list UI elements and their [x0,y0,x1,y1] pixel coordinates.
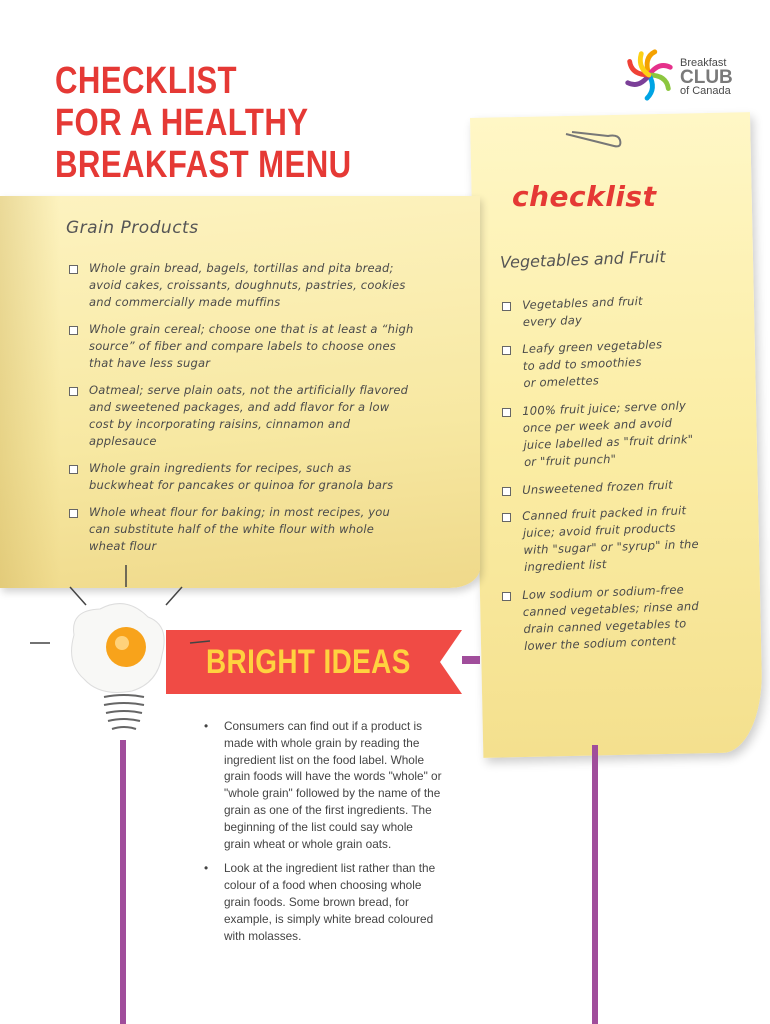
checklist-item-line: cost by incorporating raisins, cinnamon and [89,417,351,431]
checklist-item-line: Vegetables and fruit [522,293,643,312]
checklist-item [522,397,694,471]
checklist-item-line: Canned fruit packed in fruit [522,503,687,523]
logo-text-of-canada: of Canada [680,85,731,97]
checklist-item-line: source” of fiber and compare labels to choose ones [89,339,396,353]
checklist-item-line: avoid cakes, croissants, doughnuts, pastries, cookies [89,278,406,292]
checkbox[interactable] [69,326,78,335]
checkbox[interactable] [502,302,511,311]
checkbox[interactable] [69,509,78,518]
checklist-item-line: juice labelled as "fruit drink" [523,431,694,452]
page-curl [0,196,60,588]
checklist-item [522,293,644,331]
checklist-item-line: drain canned vegetables to [523,616,687,636]
banner-notch [440,630,462,694]
checklist-item-line: canned vegetables; rinse and [522,598,700,619]
checklist-item-line: buckwheat for pancakes or quinoa for granola bars [89,478,394,492]
checklist-item-line: Low sodium or sodium-free [522,582,685,602]
checklist-item-line: and commercially made muffins [89,295,281,309]
bright-ideas-list [202,718,442,952]
checklist-item-line: Whole grain cereal; choose one that is at least a “high [89,322,414,336]
checklist-item [89,382,408,450]
checklist-item-line: with "sugar" or "syrup" in the [523,536,700,557]
checkbox[interactable] [502,408,511,417]
checklist-item-line: to add to smoothies [522,354,642,373]
checklist-item-line: Whole wheat flour for baking; in most recipes, you [89,505,391,519]
checklist-item-line: that have less sugar [89,356,211,370]
checklist-item-line: once per week and avoid [522,415,673,435]
breakfast-club-logo [620,44,733,108]
checklist-item [89,504,390,555]
checklist-item-line: Leafy green vegetables [522,337,663,356]
checkbox[interactable] [502,592,511,601]
checklist-item-line: and sweetened packages, and add flavor for a low [89,400,390,414]
checklist-item [522,581,700,655]
idea-item [202,718,442,852]
idea-item [202,860,442,944]
checklist-item-line: Unsweetened frozen fruit [522,477,674,497]
checklist-item-line: juice; avoid fruit products [522,520,676,540]
page-title [55,60,352,186]
checklist-item-line: or "fruit punch" [523,451,617,469]
title-line-3: BREAKFAST MENU [55,144,352,186]
checklist-item-line: ingredient list [523,557,607,574]
checklist-item-line: or omelettes [523,373,600,390]
checklist-item-line: Whole grain bread, bagels, tortillas and pita bread; [89,261,394,275]
checklist-item [89,260,406,311]
checkbox[interactable] [69,465,78,474]
logo-text-breakfast: Breakfast [680,57,727,69]
bullet: • [204,719,209,733]
checklist-item [522,502,700,576]
title-line-2: FOR A HEALTHY [55,102,309,144]
left-pole [120,740,126,1024]
bright-ideas-title: BRIGHT IDEAS [206,643,411,681]
checklist-item-line: Oatmeal; serve plain oats, not the artificially flavored [89,383,409,397]
paperclip-icon [562,128,626,150]
title-line-1: CHECKLIST [55,60,238,102]
checklist-item-line: applesauce [89,434,157,448]
checklist-item-line: can substitute half of the white flour with whole [89,522,375,536]
checkbox[interactable] [502,513,511,522]
grain-heading: Grain Products [66,218,199,238]
checklist-item-line: every day [522,312,583,329]
idea-text: Look at the ingredient list rather than the colour of a food when choosing whole grain foods. Some brown bread, for example, is simply white bread coloured with molasses. [224,861,436,943]
checkbox[interactable] [69,387,78,396]
egg-lightbulb-icon [30,565,210,750]
checklist-item-line: lower the sodium content [523,633,677,653]
checklist-item-line: wheat flour [89,539,157,553]
checklist-title: checklist [512,180,657,213]
logo-text-club: CLUB [680,67,733,88]
checklist-item [89,321,414,372]
idea-text: Consumers can find out if a product is made with whole grain by reading the ingredient list on the food label. Whole grain foods will have the words "whole" or "whole grain" followed by the name of the grain as one of the first ingredients. The beginning of the list could say whole grain wheat or whole grain oats. [224,719,442,851]
vegetables-heading: Vegetables and Fruit [499,247,666,272]
checklist-item-line: Whole grain ingredients for recipes, such as [89,461,352,475]
bullet: • [204,861,209,876]
checklist-item [522,336,664,392]
checkbox[interactable] [502,346,511,355]
right-pole [592,745,598,1024]
checklist-item-line: 100% fruit juice; serve only [522,397,687,418]
swirl-logo-icon [620,46,678,104]
checkbox[interactable] [502,487,511,496]
checkbox[interactable] [69,265,78,274]
checklist-item [89,460,393,494]
